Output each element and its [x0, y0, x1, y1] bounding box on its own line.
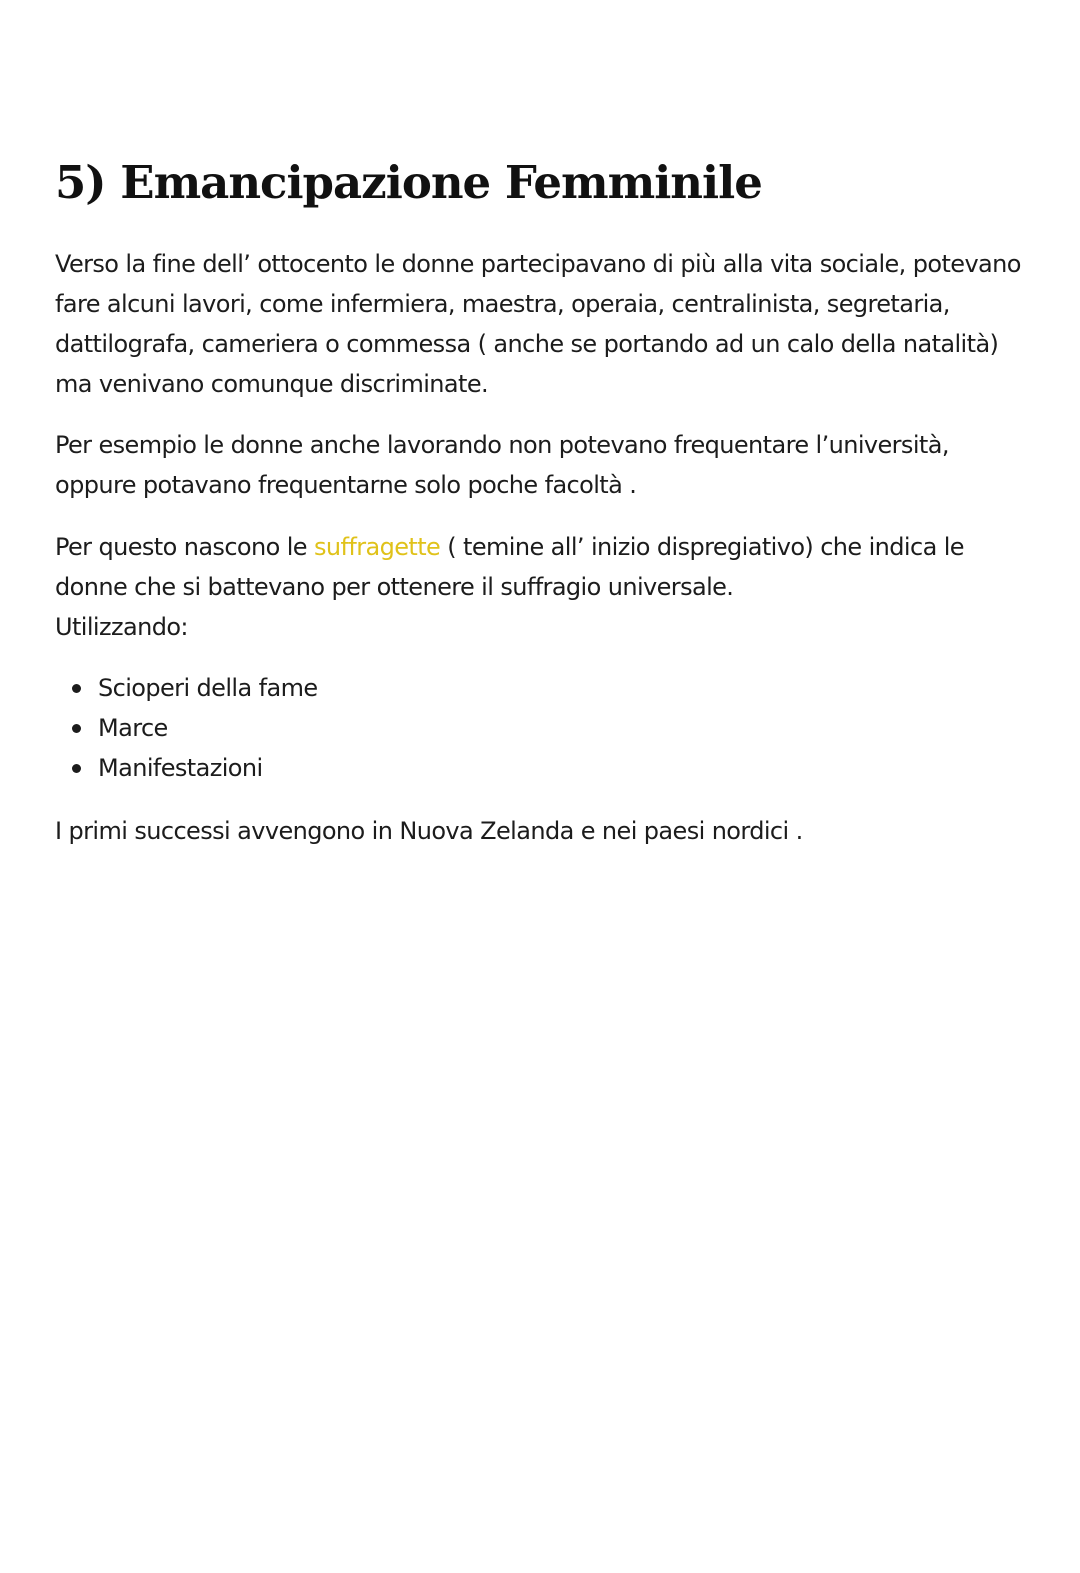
paragraph-conclusion	[55, 811, 1035, 851]
paragraph-intro	[55, 244, 1035, 404]
paragraph-line	[55, 527, 1035, 567]
paragraph-line: dattilografa, cameriera o commessa ( anche se portando ad un calo della natalità)	[55, 330, 999, 358]
list-item	[55, 668, 318, 708]
list-item-label: Scioperi della fame	[98, 674, 318, 702]
text-segment: ( temine all’ inizio dispregiativo) che indica le	[440, 533, 964, 561]
bullet-icon	[72, 684, 81, 693]
list-item-label: Marce	[98, 714, 168, 742]
paragraph-example	[55, 425, 1035, 505]
list-item	[55, 748, 318, 788]
bullet-icon	[72, 764, 81, 773]
paragraph-line: fare alcuni lavori, come infermiera, maestra, operaia, centralinista, segretaria,	[55, 290, 950, 318]
paragraph-line: I primi successi avvengono in Nuova Zelanda e nei paesi nordici .	[55, 817, 803, 845]
paragraph-line: Verso la fine dell’ ottocento le donne partecipavano di più alla vita sociale, potevano	[55, 250, 1021, 278]
paragraph-line: Utilizzando:	[55, 613, 188, 641]
paragraph-line: donne che si battevano per ottenere il suffragio universale.	[55, 573, 734, 601]
paragraph-line: Per esempio le donne anche lavorando non potevano frequentare l’università,	[55, 431, 949, 459]
bullet-icon	[72, 724, 81, 733]
highlighted-term: suffragette	[314, 533, 441, 561]
bullet-list	[55, 668, 318, 788]
list-item-label: Manifestazioni	[98, 754, 263, 782]
list-item	[55, 708, 318, 748]
text-segment: Per questo nascono le	[55, 533, 315, 561]
paragraph-line: ma venivano comunque discriminate.	[55, 370, 489, 398]
paragraph-line: oppure potavano frequentarne solo poche facoltà .	[55, 471, 637, 499]
paragraph-suffragette	[55, 527, 1035, 647]
page-title: 5) Emancipazione Femminile	[55, 156, 762, 209]
